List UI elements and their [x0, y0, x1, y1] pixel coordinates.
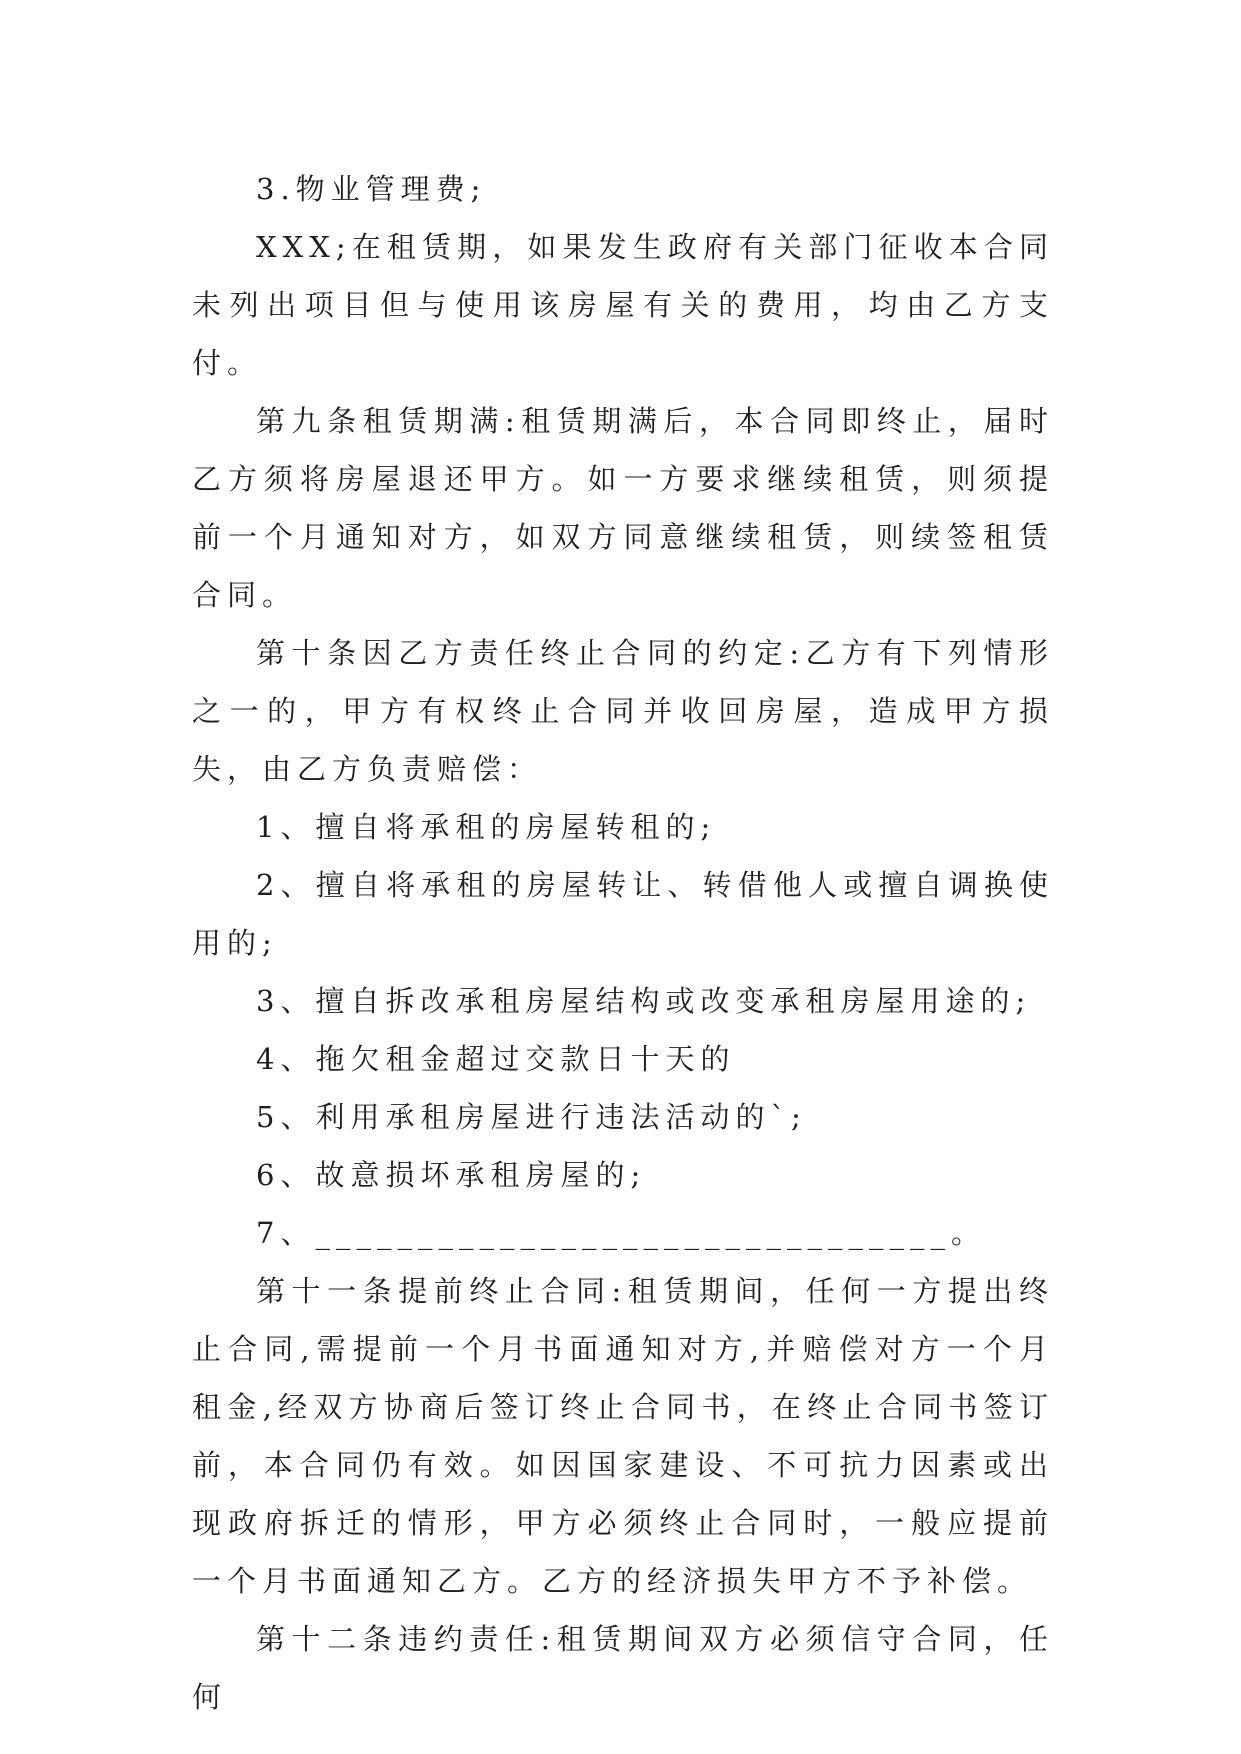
list-item-4: 4、拖欠租金超过交款日十天的 — [256, 1042, 736, 1076]
list-item-3: 3、擅自拆改承租房屋结构或改变承租房屋用途的; — [256, 984, 1032, 1018]
paragraph-article-12: 第十二条违约责任:租赁期间双方必须信守合同，任何 — [192, 1622, 1054, 1714]
list-item-6: 6、故意损坏承租房屋的; — [256, 1158, 647, 1192]
paragraph-article-9: 第九条租赁期满:租赁期满后，本合同即终止，届时乙方须将房屋退还甲方。如一方要求继续租赁，则须提前一个月通知对方，如双方同意继续租赁，则续签租赁合同。 — [192, 404, 1054, 612]
paragraph-article-10: 第十条因乙方责任终止合同的约定:乙方有下列情形之一的，甲方有权终止合同并收回房屋，造成甲方损失，由乙方负责赔偿： — [192, 636, 1054, 786]
paragraph-property-fee: 3.物业管理费; — [256, 172, 487, 206]
document-body — [192, 160, 1054, 1726]
paragraph-article-11: 第十一条提前终止合同:租赁期间，任何一方提出终止合同,需提前一个月书面通知对方,并赔偿对方一个月租金,经双方协商后签订终止合同书，在终止合同书签订前，本合同仍有效。如因国家建设、不可抗力因素或出现政府拆迁的情形，甲方必须终止合同时，一般应提前一个月书面通知乙方。乙方的经济损失甲方不予补偿。 — [192, 1274, 1054, 1598]
list-item-1: 1、擅自将承租的房屋转租的; — [256, 810, 717, 844]
list-item-2: 2、擅自将承租的房屋转让、转借他人或擅自调换使用的; — [192, 868, 1054, 960]
paragraph-government-fees: XXX;在租赁期，如果发生政府有关部门征收本合同未列出项目但与使用该房屋有关的费用，均由乙方支付。 — [192, 230, 1054, 380]
list-item-5: 5、利用承租房屋进行违法活动的`; — [256, 1100, 807, 1134]
list-item-7: 7、_______________________________。 — [256, 1216, 986, 1250]
